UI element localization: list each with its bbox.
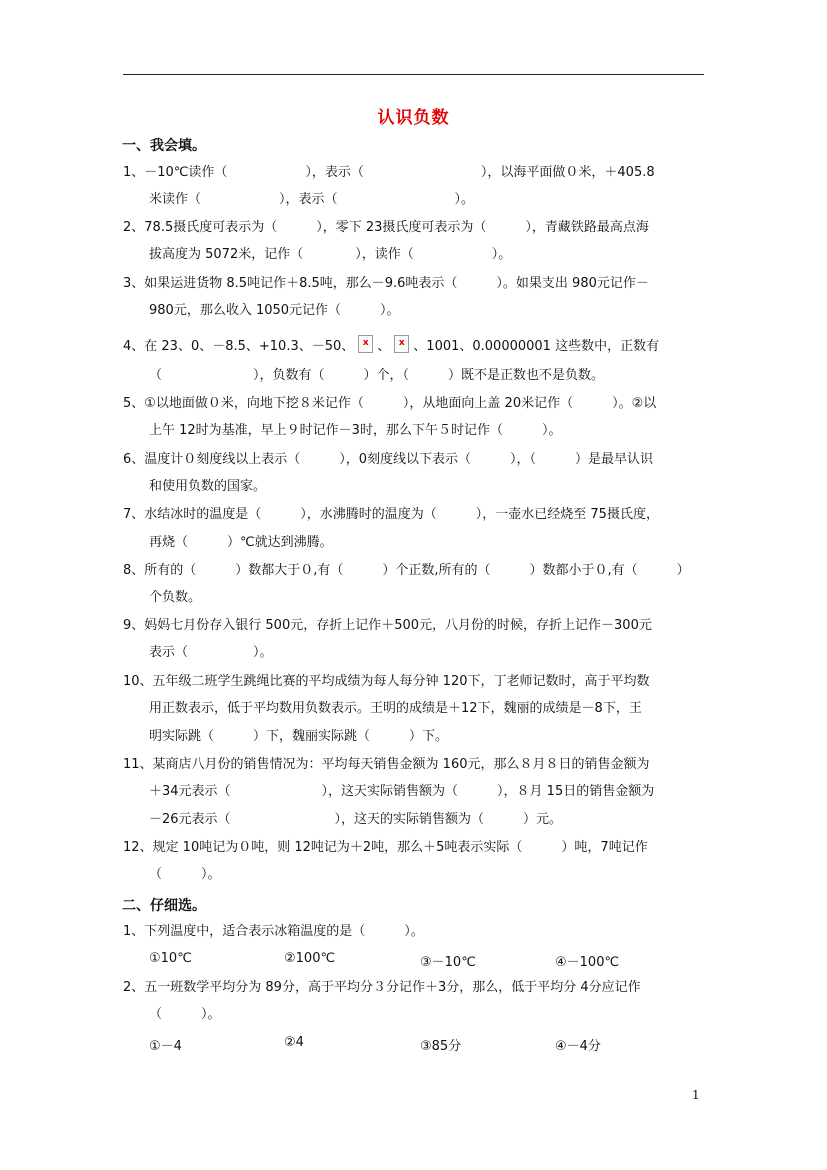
q12-line1: 12、规定 10吨记为０吨，则 12吨记为＋2吨，那么＋5吨表示实际（ ）吨，7吨记作 <box>123 840 648 855</box>
s2-q2-option-4: ④－4分 <box>555 1039 601 1054</box>
q4-line1-end: 、1001、0.00000001 这些数中，正数有 <box>413 339 660 354</box>
s2-q1-option-3: ③－10℃ <box>420 955 476 970</box>
q8-line2: 个负数。 <box>149 590 202 605</box>
q10-line2: 用正数表示，低于平均数用负数表示。王明的成绩是＋12下，魏丽的成绩是－8下，王 <box>149 701 642 716</box>
s2-q1-line1: 1、下列温度中，适合表示冰箱温度的是（ ）。 <box>123 924 424 939</box>
page-title: 认识负数 <box>377 108 450 128</box>
s2-q1-option-1: ①10℃ <box>149 951 192 966</box>
q5-line2: 上午 12时为基准，早上９时记作－3时，那么下午５时记作（ ）。 <box>149 423 562 438</box>
q11-line1: 11、某商店八月份的销售情况为：平均每天销售金额为 160元，那么８月８日的销售金额为 <box>123 757 650 772</box>
q1-line1: 1、－10℃读作（ ），表示（ ），以海平面做０米，＋405.8 <box>123 165 655 180</box>
q7-line2: 再烧（ ）℃就达到沸腾。 <box>149 535 333 550</box>
broken-image-icon: x <box>358 335 373 353</box>
q6-line2: 和使用负数的国家。 <box>149 479 267 494</box>
q10-line1: 10、五年级二班学生跳绳比赛的平均成绩为每人每分钟 120下，丁老师记数时，高于平均数 <box>123 674 650 689</box>
q4-line1-sep: 、 <box>377 339 391 354</box>
s2-q2-line2: （ ）。 <box>149 1007 221 1022</box>
q10-line3: 明实际跳（ ）下，魏丽实际跳（ ）下。 <box>149 729 449 744</box>
q8-line1: 8、所有的（ ）数都大于０,有（ ）个正数,所有的（ ）数都小于０,有（ ） <box>123 563 690 578</box>
section-2-heading: 二、仔细选。 <box>122 898 206 914</box>
q11-line2: ＋34元表示（ ），这天实际销售额为（ ），８月 15日的销售金额为 <box>149 784 655 799</box>
s2-q2-option-3: ③85分 <box>420 1039 462 1054</box>
section-1-heading: 一、我会填。 <box>122 138 206 154</box>
s2-q1-option-4: ④－100℃ <box>555 955 620 970</box>
s2-q1-option-2: ②100℃ <box>284 951 336 966</box>
broken-image-icon: x <box>394 335 409 353</box>
q5-line1: 5、①以地面做０米，向地下挖８米记作（ ），从地面向上盖 20米记作（ ）。②以 <box>123 396 657 411</box>
q3-line2: 980元，那么收入 1050元记作（ ）。 <box>149 303 400 318</box>
header-rule <box>123 74 704 75</box>
q4-line2: （ ），负数有（ ）个，（ ）既不是正数也不是负数。 <box>149 368 605 383</box>
q2-line2: 拔高度为 5072米，记作（ ），读作（ ）。 <box>149 247 512 262</box>
q4-line1-start: 4、在 23、0、－8.5、+10.3、－50、 <box>123 339 355 354</box>
q7-line1: 7、水结冰时的温度是（ ），水沸腾时的温度为（ ），一壶水已经烧至 75摄氏度， <box>123 507 659 522</box>
q9-line1: 9、妈妈七月份存入银行 500元，存折上记作＋500元，八月份的时候，存折上记作－300元 <box>123 618 652 633</box>
s2-q2-line1: 2、五一班数学平均分为 89分，高于平均分３分记作＋3分，那么，低于平均分 4分应记作 <box>123 980 641 995</box>
q6-line1: 6、温度计０刻度线以上表示（ ），0刻度线以下表示（ ），（ ）是最早认识 <box>123 452 654 467</box>
q3-line1: 3、如果运进货物 8.5吨记作＋8.5吨，那么－9.6吨表示（ ）。如果支出 980元记作－ <box>123 276 649 291</box>
q2-line1: 2、78.5摄氏度可表示为（ ），零下 23摄氏度可表示为（ ），青藏铁路最高点海 <box>123 220 649 235</box>
s2-q2-option-2: ②4 <box>284 1035 304 1050</box>
q4-line1 <box>123 335 659 356</box>
q1-line2: 米读作（ ），表示（ ）。 <box>149 192 475 207</box>
s2-q2-option-1: ①－4 <box>149 1039 182 1054</box>
q9-line2: 表示（ ）。 <box>149 645 273 660</box>
page-number: 1 <box>692 1088 700 1102</box>
q11-line3: －26元表示（ ），这天的实际销售额为（ ）元。 <box>149 812 563 827</box>
q12-line2: （ ）。 <box>149 867 221 882</box>
